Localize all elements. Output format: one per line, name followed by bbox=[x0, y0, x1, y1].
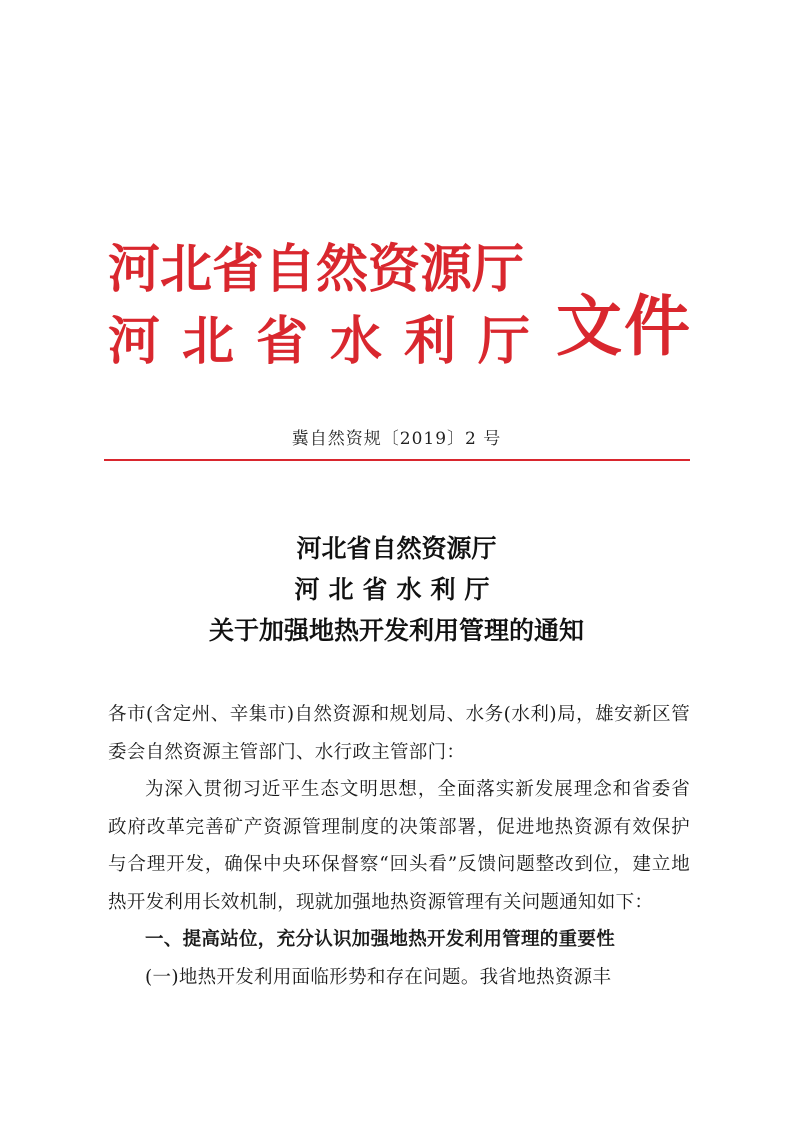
title-line-2: 河北省水利厅 bbox=[294, 575, 499, 604]
masthead-doc-type: 文件 bbox=[556, 288, 692, 365]
red-masthead bbox=[108, 238, 708, 388]
document-title bbox=[0, 528, 793, 651]
masthead-issuer-1: 河北省自然资源厅 bbox=[108, 240, 525, 300]
title-line-1: 河北省自然资源厅 bbox=[296, 534, 497, 563]
document-number: 冀自然资规〔2019〕2 号 bbox=[291, 429, 502, 449]
section-1-heading: 一、提高站位，充分认识加强地热开发利用管理的重要性 bbox=[145, 929, 616, 950]
addressees-paragraph: 各市(含定州、辛集市)自然资源和规划局、水务(水利)局，雄安新区管委会自然资源主管部门、水行政主管部门： bbox=[108, 704, 690, 763]
masthead-issuer-2: 河北省水利厅 bbox=[108, 312, 553, 372]
title-line-3: 关于加强地热开发利用管理的通知 bbox=[208, 616, 584, 645]
document-body bbox=[108, 696, 690, 996]
intro-paragraph: 为深入贯彻习近平生态文明思想，全面落实新发展理念和省委省政府改革完善矿产资源管理制度的决策部署，促进地热资源有效保护与合理开发，确保中央环保督察“回头看”反馈问题整改到位，建立地热开发利用长效机制，现就加强地热资源管理有关问题通知如下： bbox=[108, 779, 690, 913]
masthead-issuers bbox=[108, 238, 553, 374]
red-divider-line bbox=[104, 459, 690, 461]
section-1-1-paragraph: (一)地热开发利用面临形势和存在问题。我省地热资源丰 bbox=[145, 966, 612, 988]
